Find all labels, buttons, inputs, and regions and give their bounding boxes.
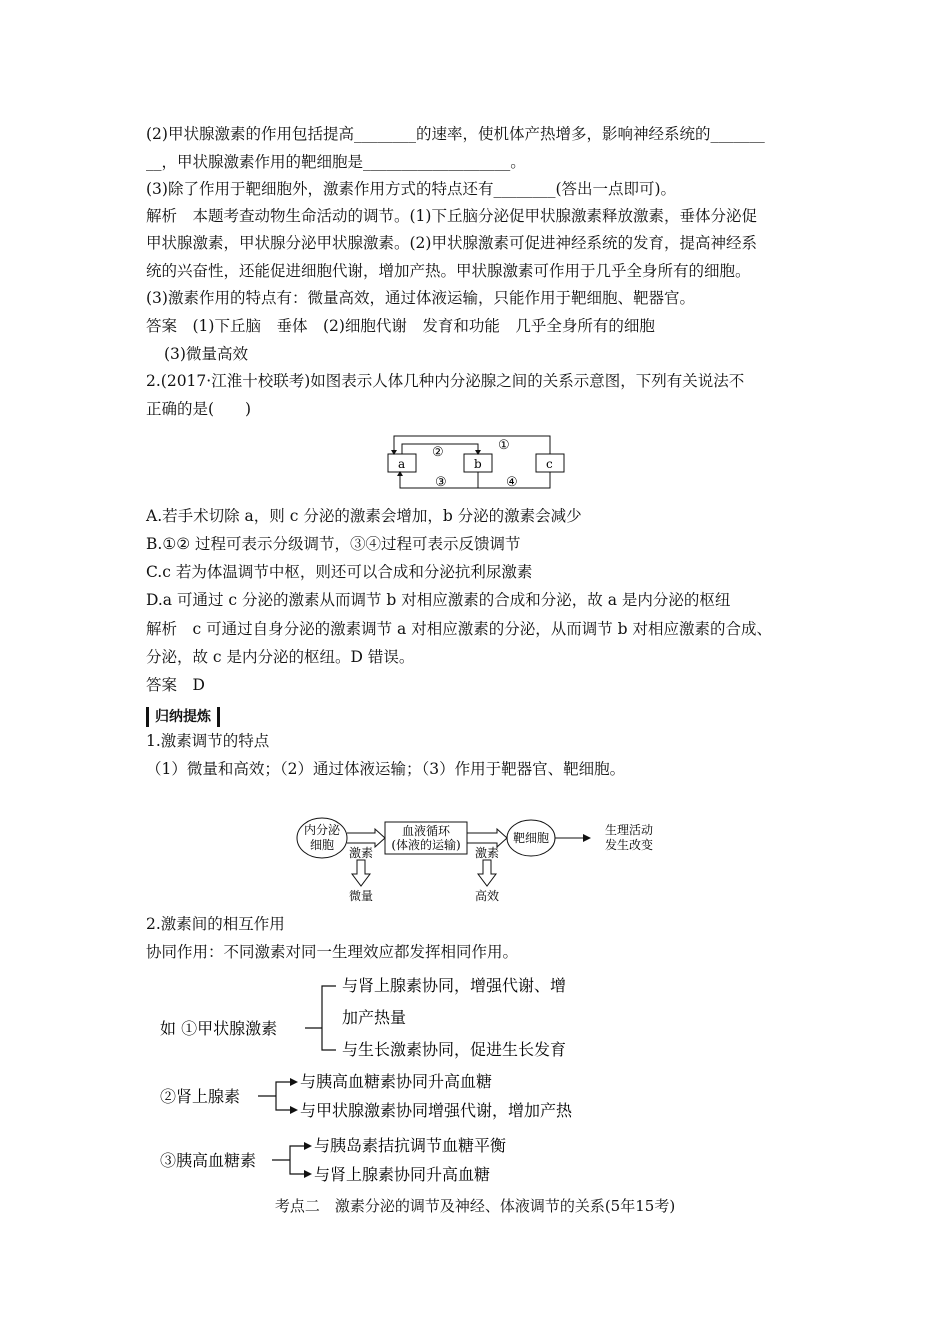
q2-stem-line1: 2.(2017·江淮十校联考)如图表示人体几种内分泌腺之间的关系示意图，下列有关说法不 <box>146 372 745 390</box>
end-line2: 发生改变 <box>604 838 654 852</box>
q1-part3: (3)除了作用于靶细胞外，激素作用方式的特点还有________(答出一点即可)。 <box>146 180 677 198</box>
q1-analysis-line4: (3)激素作用的特点有：微量高效，通过体液运输，只能作用于靶细胞、靶器官。 <box>146 289 695 307</box>
node-secretory-line1: 内分泌 <box>303 823 341 837</box>
synergy-definition: 协同作用：不同激素对同一生理效应都发挥相同作用。 <box>146 943 519 961</box>
q2-option-b: B.①② 过程可表示分级调节，③④过程可表示反馈调节 <box>146 535 521 553</box>
q2-option-a: A.若手术切除 a，则 c 分泌的激素会增加，b 分泌的激素会减少 <box>146 507 582 525</box>
label-1: ① <box>498 438 510 453</box>
item2-branch1: 与胰高血糖素协同升高血糖 <box>300 1072 493 1091</box>
node-blood-line2: (体液的运输) <box>391 838 461 852</box>
q1-part2-line1: (2)甲状腺激素的作用包括提高________的速率，使机体产热增多，影响神经系统的_______ <box>146 125 765 143</box>
item1-branch2: 与生长激素协同，促进生长发育 <box>342 1040 567 1059</box>
q1-answer-line1: 答案 (1)下丘脑 垂体 (2)细胞代谢 发育和功能 几乎全身所有的细胞 <box>146 317 655 335</box>
point2-title: 2.激素间的相互作用 <box>146 915 285 933</box>
q2-option-c: C.c 若为体温调节中枢，则还可以合成和分泌抗利尿激素 <box>146 563 533 581</box>
item3-branch2: 与肾上腺素协同升高血糖 <box>314 1165 491 1184</box>
q1-part2-line2: __，甲状腺激素作用的靶细胞是___________________。 <box>146 153 526 171</box>
label-4: ④ <box>506 475 518 490</box>
q1-analysis-line1: 解析 本题考查动物生命活动的调节。(1)下丘脑分泌促甲状腺激素释放激素，垂体分泌促 <box>146 207 757 225</box>
hormone-label-1: 激素 <box>348 846 374 860</box>
hormone-interaction-tree <box>150 968 610 1190</box>
q2-answer: 答案 D <box>146 676 205 694</box>
q2-analysis-line1: 解析 c 可通过自身分泌的激素调节 a 对相应激素的分泌，从而调节 b 对相应激素的合成、 <box>146 620 772 638</box>
node-target-cell: 靶细胞 <box>512 831 550 845</box>
q1-analysis-line2: 甲状腺激素，甲状腺分泌甲状腺激素。(2)甲状腺激素可促进神经系统的发育，提高神经系 <box>146 234 757 252</box>
label-b: b <box>474 457 482 471</box>
trait-efficient: 高效 <box>474 889 500 903</box>
item1-label: 如 ①甲状腺激素 <box>160 1019 278 1038</box>
item2-label: ②肾上腺素 <box>160 1087 241 1106</box>
q2-analysis-line2: 分泌，故 c 是内分泌的枢纽。D 错误。 <box>146 648 415 666</box>
q2-option-d: D.a 可通过 c 分泌的激素从而调节 b 对相应激素的合成和分泌，故 a 是内分泌的枢纽 <box>146 591 731 609</box>
q2-stem-line2: 正确的是( ) <box>146 400 252 418</box>
hormone-flow-diagram <box>295 812 665 907</box>
item3-label: ③胰高血糖素 <box>160 1151 257 1170</box>
point1-text: （1）微量和高效；（2）通过体液运输；（3）作用于靶器官、靶细胞。 <box>146 760 626 778</box>
q1-analysis-line3: 统的兴奋性，还能促进细胞代谢，增加产热。甲状腺激素可作用于几乎全身所有的细胞。 <box>146 262 751 280</box>
node-blood-line1: 血液循环 <box>401 824 451 838</box>
q1-answer-line2: (3)微量高效 <box>164 345 248 363</box>
item2-branch2: 与甲状腺激素协同增强代谢，增加产热 <box>300 1101 573 1120</box>
item3-branch1: 与胰岛素拮抗调节血糖平衡 <box>314 1136 507 1155</box>
label-2: ② <box>432 445 444 460</box>
point1-title: 1.激素调节的特点 <box>146 732 270 750</box>
item1-branch1: 与肾上腺素协同，增强代谢、增 <box>342 976 567 995</box>
trait-trace: 微量 <box>348 889 374 903</box>
node-secretory-line2: 细胞 <box>309 838 335 852</box>
label-a: a <box>398 457 406 471</box>
gland-relationship-diagram <box>380 428 570 500</box>
section-caption: 考点二 激素分泌的调节及神经、体液调节的关系(5年15考) <box>274 1197 676 1215</box>
end-line1: 生理活动 <box>604 823 654 837</box>
hormone-label-2: 激素 <box>474 846 500 860</box>
label-c: c <box>546 457 553 471</box>
item1-branch1-cont: 加产热量 <box>342 1008 407 1027</box>
label-3: ③ <box>435 475 447 490</box>
summary-heading: 归纳提炼 <box>146 707 220 727</box>
